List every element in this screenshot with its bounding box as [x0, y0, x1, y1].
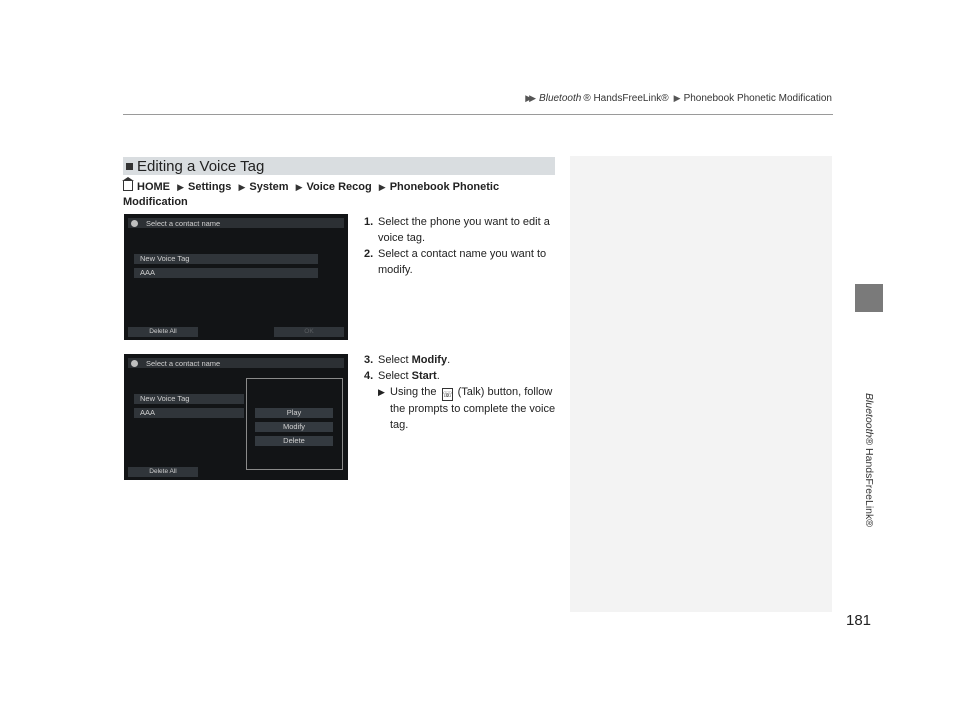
- step-keyword: Start: [411, 370, 437, 382]
- play-option[interactable]: Play: [255, 408, 333, 418]
- sub-step-pre: Using the: [390, 386, 440, 398]
- arrow-icon: ▶: [378, 182, 386, 192]
- step-number: 1.: [364, 216, 374, 228]
- delete-all-button[interactable]: Delete All: [128, 467, 198, 477]
- screenshot-contact-options: [124, 354, 348, 480]
- step-text-pre: Select: [378, 370, 412, 382]
- home-icon: [123, 181, 133, 191]
- step-number: 2.: [364, 248, 374, 260]
- sub-step: [364, 384, 556, 433]
- path-item-settings: Settings: [187, 181, 232, 193]
- chapter-tab: [855, 284, 883, 312]
- side-label-italic: Bluetooth: [863, 393, 875, 438]
- voice-icon: [131, 360, 138, 367]
- talk-icon: ☏: [442, 390, 453, 399]
- step-text-pre: Select: [378, 354, 412, 366]
- list-item[interactable]: AAA: [134, 268, 318, 278]
- step-text: Select a contact name you want to modify.: [378, 248, 547, 276]
- arrow-icon: ▶: [295, 182, 303, 192]
- step-number: 4.: [364, 370, 374, 382]
- steps-group-1: [364, 214, 556, 278]
- modify-option[interactable]: Modify: [255, 422, 333, 432]
- side-notes-panel: [570, 156, 832, 612]
- path-item-system: System: [249, 181, 289, 193]
- ok-button[interactable]: OK: [274, 327, 344, 337]
- menu-path: [123, 180, 543, 210]
- step-1: [364, 214, 556, 246]
- step-3: [364, 352, 556, 368]
- screen-header: [128, 218, 344, 228]
- step-number: 3.: [364, 354, 374, 366]
- screenshot-contact-list: [124, 214, 348, 340]
- breadcrumb-handsfreelink: ® HandsFreeLink®: [583, 93, 669, 104]
- screen-header-title: Select a contact name: [146, 358, 221, 368]
- breadcrumb: [525, 93, 832, 104]
- voice-icon: [131, 220, 138, 227]
- step-keyword: Modify: [411, 354, 448, 366]
- breadcrumb-current: Phonebook Phonetic Modification: [683, 93, 832, 104]
- arrow-icon: ▶: [177, 182, 184, 192]
- arrow-icon: ▶: [673, 93, 678, 103]
- list-item[interactable]: New Voice Tag: [134, 254, 318, 264]
- arrow-icon: ▶: [238, 182, 246, 192]
- path-item-phonebook: Phonebook Phonetic Modification: [123, 181, 500, 208]
- options-popup: [246, 378, 343, 470]
- section-heading: [123, 157, 555, 175]
- steps-group-2: [364, 352, 556, 433]
- step-2: [364, 246, 556, 278]
- step-text: [378, 352, 450, 368]
- screen-header-title: Select a contact name: [146, 218, 221, 228]
- list-item[interactable]: New Voice Tag: [134, 394, 244, 404]
- step-text-post: .: [447, 354, 451, 366]
- path-item-voice-recog: Voice Recog: [306, 181, 372, 193]
- sub-step-text: [390, 384, 556, 433]
- delete-all-button[interactable]: Delete All: [128, 327, 198, 337]
- step-text: [378, 368, 440, 384]
- breadcrumb-bluetooth: Bluetooth: [539, 93, 582, 104]
- list-item[interactable]: AAA: [134, 408, 244, 418]
- arrow-icon: ▶: [378, 387, 385, 397]
- step-text-post: .: [436, 370, 440, 382]
- step-4: [364, 368, 556, 384]
- step-text: Select the phone you want to edit a voice tag.: [378, 216, 550, 244]
- page-number: 181: [846, 612, 872, 629]
- delete-option[interactable]: Delete: [255, 436, 333, 446]
- chapter-side-label: [863, 393, 875, 527]
- section-square-icon: [126, 163, 133, 170]
- section-title: Editing a Voice Tag: [137, 157, 265, 175]
- path-home: HOME: [137, 181, 170, 193]
- double-arrow-icon: ▶▶: [525, 93, 534, 103]
- side-label-rest: ® HandsFreeLink®: [863, 437, 875, 527]
- header-rule: [123, 114, 833, 115]
- screen-header: [128, 358, 344, 368]
- sub-step-post: (Talk) button, follow the prompts to complete the voice tag.: [390, 386, 556, 431]
